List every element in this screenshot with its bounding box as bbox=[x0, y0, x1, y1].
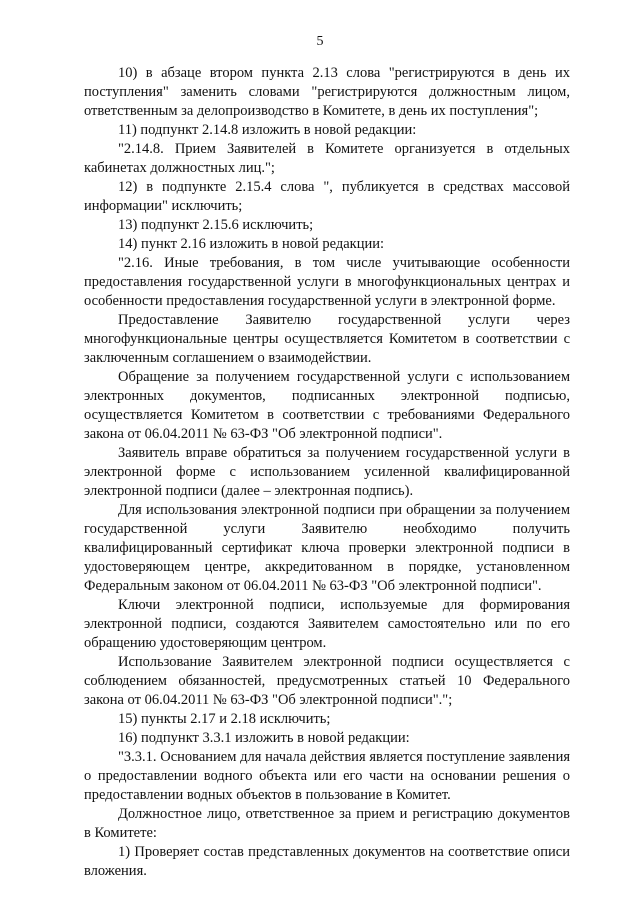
paragraph-certificate: Для использования электронной подписи при обращении за получением государственной услуги Заявителю необходимо получить квалифицированный сертификат ключа проверки электронной подписи в удостоверяющем центре, аккредитованном в порядке, установленном Федеральным законом от 06.04.2011 № 63-ФЗ "Об электронной подписи". bbox=[84, 502, 570, 594]
paragraph-electronic-documents: Обращение за получением государственной услуги с использованием электронных документов, подписанных электронной подписью, осуществляется Комитетом в соответствии с требованиями Федерального закона от 06.04.2011 № 63-ФЗ "Об электронной подписи". bbox=[84, 369, 570, 442]
page-number: 5 bbox=[316, 34, 324, 49]
paragraph-item-15: 15) пункты 2.17 и 2.18 исключить; bbox=[118, 711, 331, 727]
paragraph-item-14: 14) пункт 2.16 изложить в новой редакции: bbox=[118, 236, 385, 252]
paragraph-item-10: 10) в абзаце втором пункта 2.13 слова "регистрируются в день их поступления" заменить словами "регистрируются должностным лицом, ответственным за делопроизводство в Комитете, в день их поступления"; bbox=[84, 65, 570, 119]
paragraph-item-16: 16) подпункт 3.3.1 изложить в новой редакции: bbox=[118, 730, 410, 746]
paragraph-signature-use: Использование Заявителем электронной подписи осуществляется с соблюдением обязанностей, предусмотренных статьей 10 Федерального закона от 06.04.2011 № 63-ФЗ "Об электронной подписи"."; bbox=[84, 654, 570, 708]
paragraph-mfc: Предоставление Заявителю государственной услуги через многофункциональные центры осуществляется Комитетом в соответствии с заключенным соглашением о взаимодействии. bbox=[84, 312, 570, 366]
paragraph-quote-2-14-8: "2.14.8. Прием Заявителей в Комитете организуется в отдельных кабинетах должностных лиц."; bbox=[84, 141, 570, 176]
paragraph-item-11: 11) подпункт 2.14.8 изложить в новой редакции: bbox=[118, 122, 417, 138]
paragraph-check-documents: 1) Проверяет состав представленных документов на соответствие описи вложения. bbox=[84, 844, 570, 879]
paragraph-quote-3-3-1: "3.3.1. Основанием для начала действия является поступление заявления о предоставлении водного объекта или его части на основании решения о предоставлении водных объектов в пользование в Комитет. bbox=[84, 749, 570, 803]
paragraph-item-13: 13) подпункт 2.15.6 исключить; bbox=[118, 217, 314, 233]
paragraph-signature-keys: Ключи электронной подписи, используемые для формирования электронной подписи, создаются Заявителем самостоятельно или по его обращению удостоверяющим центром. bbox=[84, 597, 570, 651]
paragraph-applicant-right: Заявитель вправе обратиться за получением государственной услуги в электронной форме с использованием усиленной квалифицированной электронной подписи (далее – электронная подпись). bbox=[84, 445, 570, 499]
paragraph-official: Должностное лицо, ответственное за прием и регистрацию документов в Комитете: bbox=[84, 806, 570, 841]
document-body bbox=[84, 64, 570, 881]
paragraph-quote-2-16: "2.16. Иные требования, в том числе учитывающие особенности предоставления государственной услуги в многофункциональных центрах и особенности предоставления государственной услуги в электронной форме. bbox=[84, 255, 570, 309]
paragraph-item-12: 12) в подпункте 2.15.4 слова ", публикуется в средствах массовой информации" исключить; bbox=[84, 179, 570, 214]
